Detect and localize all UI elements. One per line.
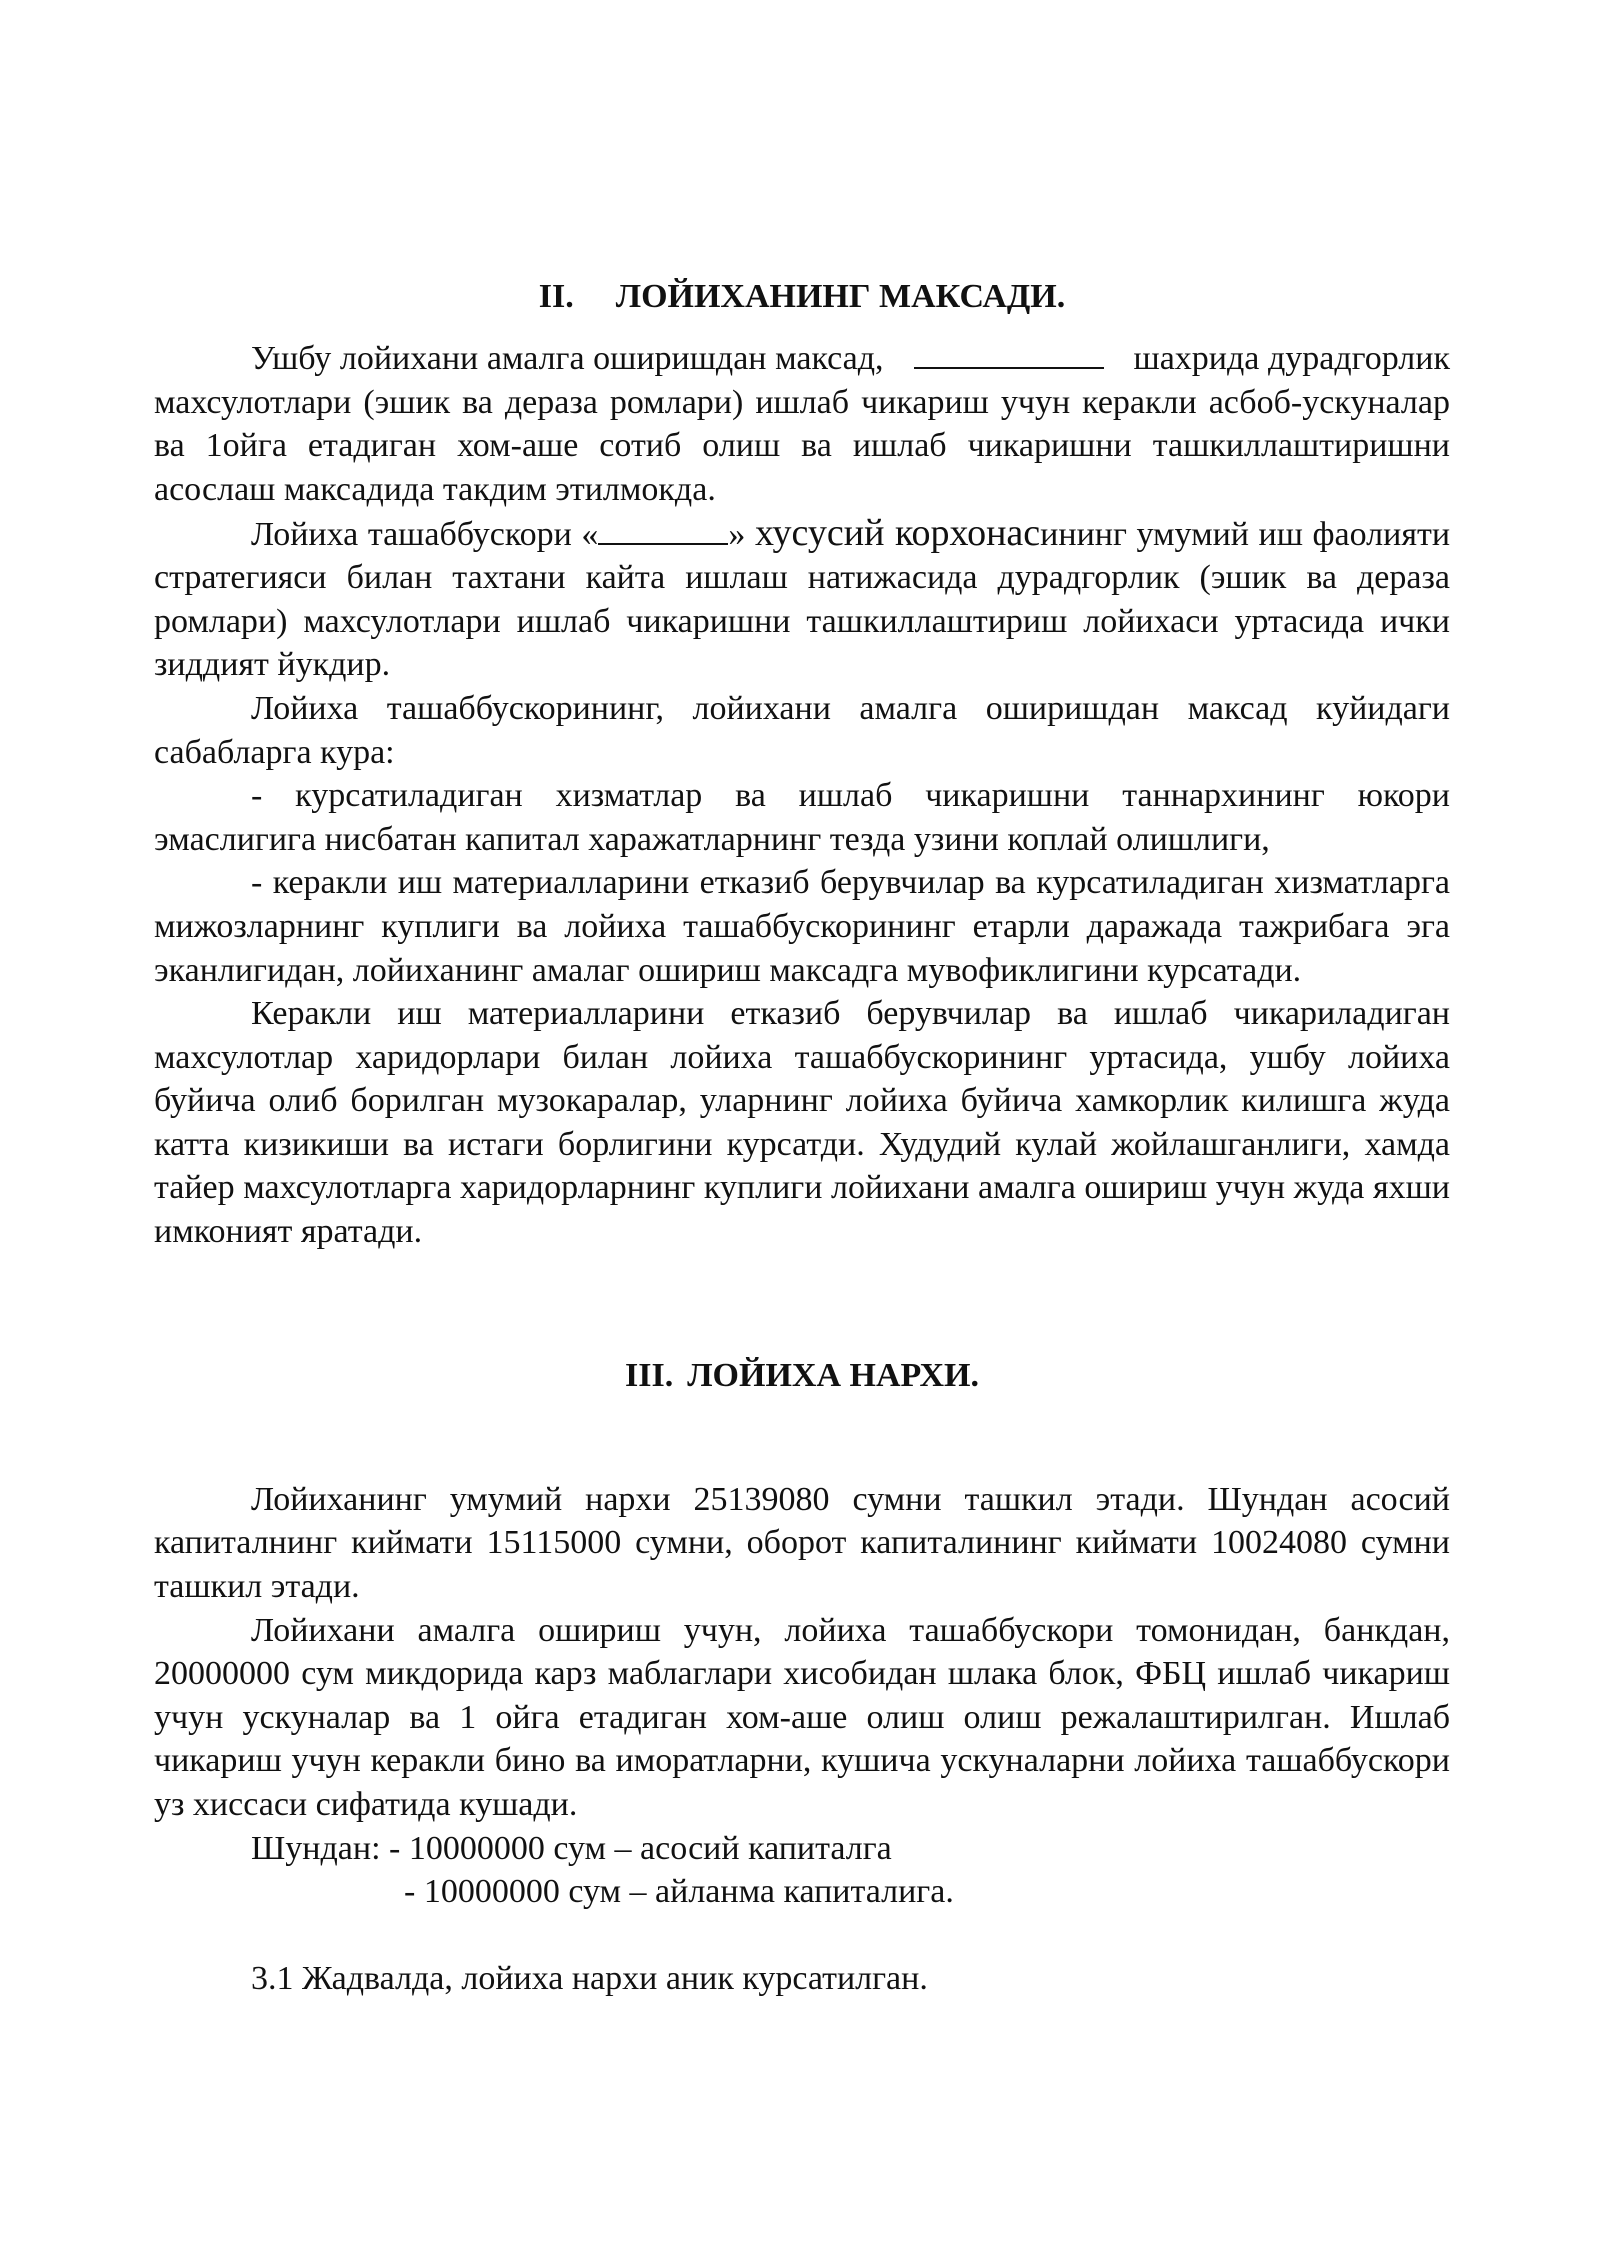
spacer bbox=[154, 319, 1450, 337]
paragraph-text: шахрида дурадгорлик махсулотлари (эшик ва дераза ромлари) ишлаб чикариш учун керакли асбоб-ускуналар ва 1ойга етадиган хом-аше сотиб олиш ва ишлаб чикаришни ташкиллаштиришни асослаш максадида такдим этилмокда. bbox=[154, 340, 1450, 508]
table-reference: 3.1 Жадвалда, лойиха нархи аник курсатилган. bbox=[251, 1960, 928, 1998]
section-3-heading bbox=[154, 1354, 1450, 1398]
paragraph-initiator bbox=[154, 512, 1450, 687]
company-name-blank bbox=[598, 513, 728, 545]
paragraph-reason-1: - курсатиладиган хизматлар ва ишлаб чикаришни таннархининг юкори эмаслигига нисбатан капитал харажатларнинг тезда узини коплай олишлиги, bbox=[154, 777, 1450, 858]
paragraph-text: ининг умумий иш фаолияти стратегияси билан тахтани кайта ишлаш натижасида дурадгорлик (эшик ва дераза ромлари) махсулотлари ишлаб чикаришни ташкиллаштириш лойихаси уртасида ички зиддият йукдир. bbox=[154, 515, 1451, 684]
paragraph-text: Лойиха ташаббускори « bbox=[251, 515, 599, 553]
spacer bbox=[154, 1254, 1450, 1354]
paragraph-negotiations: Керакли иш материалларини етказиб берувчилар ва ишлаб чикариладиган махсулотлар харидорлари билан лойиха ташаббускорининг уртасида, ушбу лойиха буйича олиб борилган музокаралар, уларнинг лойиха буйича хамкорлик килишга жуда катта кизикиши ва истаги борлигини курсатди. Худудий кулай жойлашганлиги, хамда тайер махсулотларга харидорларнинг куплиги лойихани амалга ошириш учун жуда яхши имконият яратади. bbox=[154, 995, 1450, 1251]
paragraph-reason-2: - керакли иш материалларини етказиб берувчилар ва курсатиладиган хизматларга мижозларнинг куплиги ва лойиха ташаббускорининг етарли даражада тажрибага эга эканлигидан, лойиханинг амалаг ошириш максадга мувофиклигини курсатади. bbox=[154, 864, 1450, 989]
paragraph-financing: Лойихани амалга ошириш учун, лойиха ташаббускори томонидан, банкдан, 20000000 сум микдорида карз маблаглари хисобидан шлака блок, ФБЦ ишлаб чикариш учун ускуналар ва 1 ойга етадиган хом-аше олиш олиш режалаштирилган. Ишлаб чикариш учун керакли бино ва иморатларни, кушича ускуналарни лойиха ташаббускори уз хиссаси сифатида кушади. bbox=[154, 1611, 1450, 1823]
section-2-title: ЛОЙИХАНИНГ МАКСАДИ. bbox=[615, 278, 1066, 315]
paragraph-total-cost: Лойиханинг умумий нархи 25139080 сумни ташкил этади. Шундан асосий капиталнинг киймати 15115000 сумни, оборот капиталининг киймати 10024080 сумни ташкил этади. bbox=[154, 1480, 1450, 1606]
section-3-number: III. bbox=[625, 1356, 674, 1394]
section-2-number: II. bbox=[538, 278, 574, 315]
allocation-line-working-capital: - 10000000 сум – айланма капиталига. bbox=[404, 1873, 954, 1911]
paragraph-text: Ушбу лойихани амалга оширишдан максад, bbox=[251, 340, 884, 378]
section-3-title: ЛОЙИХА НАРХИ. bbox=[687, 1356, 979, 1394]
paragraph-text: » bbox=[728, 515, 755, 553]
section-2-heading bbox=[154, 275, 1450, 319]
spacer bbox=[154, 1398, 1450, 1478]
allocation-line-fixed-capital: Шундан: - 10000000 сум – асосий капиталга bbox=[251, 1829, 892, 1867]
city-blank bbox=[914, 337, 1104, 369]
paragraph-text-large: хусусий корхонас bbox=[754, 511, 1041, 554]
paragraph-reasons-intro: Лойиха ташаббускорининг, лойихани амалга оширишдан максад куйидаги сабабларга кура: bbox=[154, 689, 1450, 771]
spacer bbox=[154, 1914, 1450, 1958]
paragraph-purpose bbox=[154, 337, 1450, 511]
document-body bbox=[154, 275, 1450, 2001]
